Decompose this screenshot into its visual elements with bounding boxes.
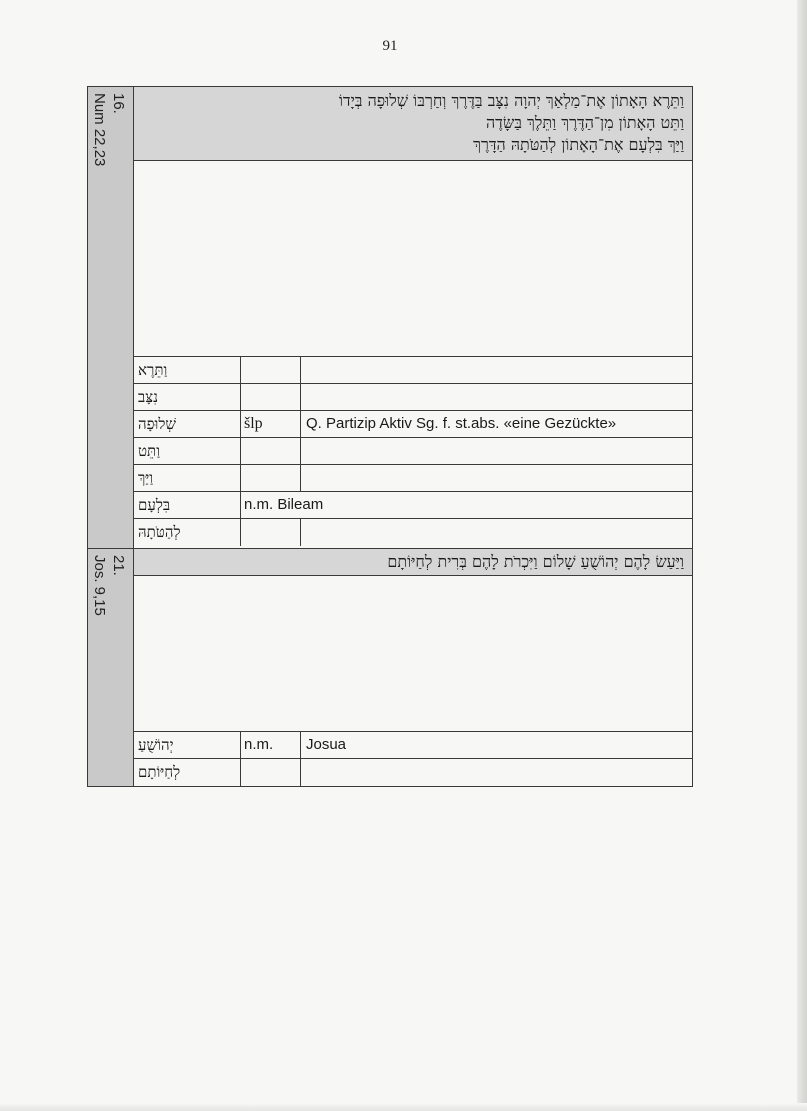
vocabulary-word: בִּלְעָם: [134, 492, 241, 518]
reference-cell: [88, 87, 134, 548]
vocabulary-word: לְחַיּוֹתָם: [134, 759, 241, 786]
reference-label: [90, 555, 128, 616]
vocabulary-gloss[interactable]: [301, 465, 692, 491]
vocabulary-root[interactable]: [241, 357, 301, 383]
translation-area[interactable]: [134, 576, 692, 732]
vocabulary-gloss[interactable]: Josua: [306, 736, 347, 753]
vocabulary-word: לְהַטֹּתָהּ: [134, 519, 241, 546]
exercise-entry: [87, 549, 693, 787]
vocabulary-table: [134, 357, 692, 546]
page-number: 91: [382, 38, 398, 54]
hebrew-verse: [134, 87, 692, 161]
reference-passage: Num 22,23: [91, 93, 108, 167]
vocabulary-gloss[interactable]: [301, 357, 692, 383]
reference-number: 21.: [110, 555, 127, 576]
vocabulary-root[interactable]: n.m. Bileam: [244, 496, 324, 513]
vocabulary-root[interactable]: [241, 519, 301, 546]
vocabulary-root[interactable]: [241, 438, 301, 464]
hebrew-verse-line: וַתֵּרֶא הָאָתוֹן אֶת־מַלְאַךְ יְהוָה נִצָּב בַּדֶּרֶךְ וְחַרְבּוֹ שְׁלוּפָה בְּיָדוֹ: [338, 91, 684, 110]
vocabulary-root[interactable]: [241, 759, 301, 786]
reference-label: [90, 93, 128, 166]
vocabulary-root[interactable]: n.m.: [241, 732, 301, 758]
vocabulary-gloss[interactable]: [301, 759, 692, 786]
page-edge: [797, 0, 807, 1111]
vocabulary-word: וַתֵּט: [134, 438, 241, 464]
vocabulary-table: [134, 732, 692, 786]
vocabulary-row: [134, 465, 692, 492]
vocabulary-root[interactable]: [241, 465, 301, 491]
vocabulary-row: [134, 357, 692, 384]
vocabulary-row: [134, 492, 692, 519]
exercise-entry: [87, 86, 693, 549]
vocabulary-gloss[interactable]: [301, 438, 692, 464]
hebrew-verse: [134, 549, 692, 576]
vocabulary-root[interactable]: šlp: [241, 411, 301, 437]
entry-content: [134, 87, 692, 548]
vocabulary-gloss[interactable]: Q. Partizip Aktiv Sg. f. st.abs. «eine Gezückte»: [306, 415, 617, 432]
reference-cell: [88, 549, 134, 786]
vocabulary-gloss[interactable]: [301, 519, 692, 546]
hebrew-verse-line: וַיַּעַשׂ לָהֶם יְהוֹשֻׁעַ שָׁלוֹם וַיִּכְרֹת לָהֶם בְּרִית לְחַיּוֹתָם: [387, 552, 684, 571]
vocabulary-row: [134, 519, 692, 546]
hebrew-verse-line: וַתֵּט הָאָתוֹן מִן־הַדֶּרֶךְ וַתֵּלֶךְ בַּשָּׂדֶה: [485, 113, 684, 132]
vocabulary-row: [134, 438, 692, 465]
vocabulary-row: [134, 759, 692, 786]
reference-number: 16.: [110, 93, 127, 114]
scan-shadow: [0, 1103, 807, 1111]
entry-content: [134, 549, 692, 786]
hebrew-verse-line: וַיַּךְ בִּלְעָם אֶת־הָאָתוֹן לְהַטֹּתָהּ הַדָּרֶךְ: [473, 135, 684, 154]
reference-passage: Jos. 9,15: [91, 555, 108, 616]
vocabulary-row: [134, 411, 692, 438]
vocabulary-row: [134, 384, 692, 411]
vocabulary-word: וַתֵּרֶא: [134, 357, 241, 383]
vocabulary-word: נִצָּב: [134, 384, 241, 410]
vocabulary-row: [134, 732, 692, 759]
vocabulary-word: יְהוֹשֻׁעַ: [134, 732, 241, 758]
vocabulary-root[interactable]: [241, 384, 301, 410]
vocabulary-gloss[interactable]: [301, 384, 692, 410]
translation-area[interactable]: [134, 161, 692, 357]
vocabulary-word: שְׁלוּפָה: [134, 411, 241, 437]
vocabulary-word: וַיַּךְ: [134, 465, 241, 491]
